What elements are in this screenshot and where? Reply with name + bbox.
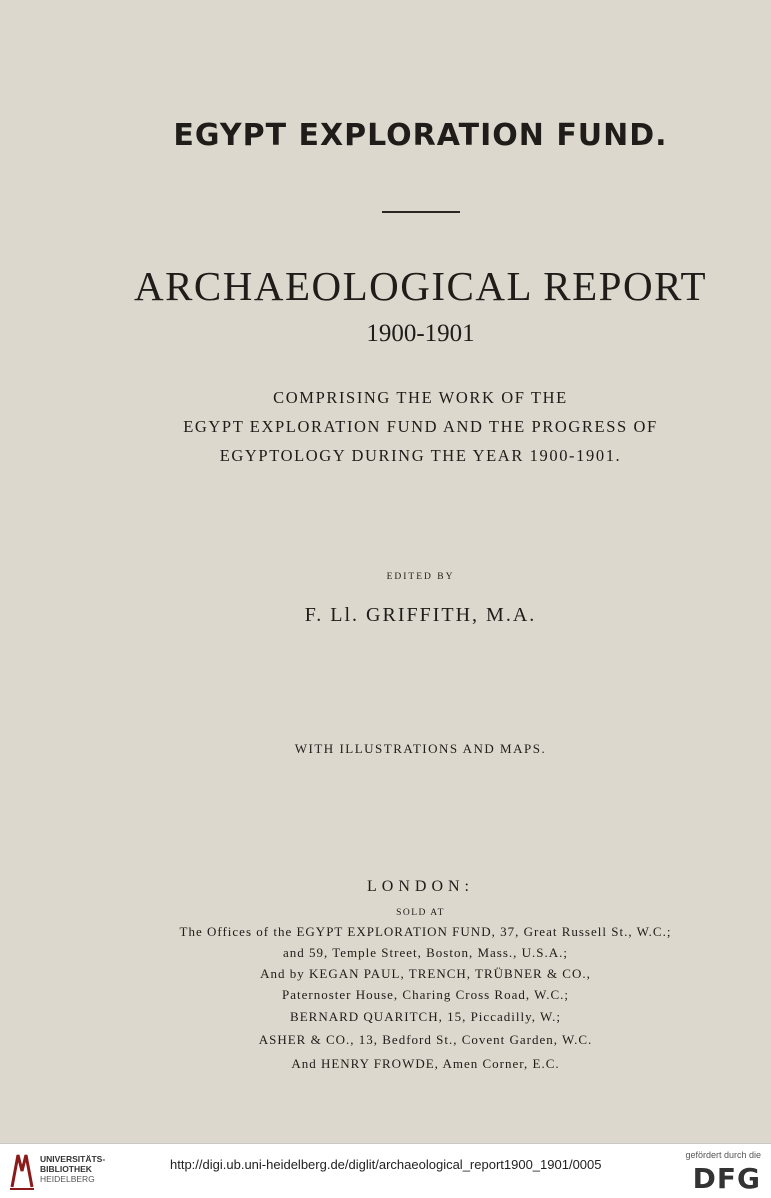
report-year: 1900-1901 bbox=[366, 320, 475, 347]
imprint-line: Paternoster House, Charing Cross Road, W.C.; bbox=[281, 987, 569, 1002]
viewer-footer bbox=[0, 1143, 771, 1198]
library-name bbox=[40, 1154, 105, 1184]
dfg-logo[interactable]: DFG bbox=[692, 1162, 761, 1195]
library-name-line: UNIVERSITÄTS- bbox=[40, 1154, 106, 1164]
report-title: ARCHAEOLOGICAL REPORT bbox=[133, 263, 708, 309]
imprint-line: The Offices of the EGYPT EXPLORATION FUND, 37, Great Russell St., W.C.; bbox=[179, 924, 672, 939]
funding-note: gefördert durch die bbox=[685, 1150, 761, 1160]
organization-heading: EGYPT EXPLORATION FUND. bbox=[173, 118, 668, 153]
page-url-link[interactable]: http://digi.ub.uni-heidelberg.de/diglit/archaeological_report1900_1901/0005 bbox=[170, 1157, 602, 1172]
subtitle-line-2: EGYPT EXPLORATION FUND AND THE PROGRESS OF bbox=[183, 417, 658, 436]
title-divider bbox=[382, 211, 460, 213]
imprint-line: And HENRY FROWDE, Amen Corner, E.C. bbox=[291, 1056, 560, 1071]
imprint-line: ASHER & CO., 13, Bedford St., Covent Garden, W.C. bbox=[258, 1032, 593, 1047]
sold-at-label: SOLD AT bbox=[396, 908, 445, 918]
edited-by-label: EDITED BY bbox=[386, 572, 455, 582]
imprint-line: and 59, Temple Street, Boston, Mass., U.S.A.; bbox=[282, 945, 569, 960]
imprint-city: LONDON: bbox=[367, 878, 474, 895]
imprint-line: And by KEGAN PAUL, TRENCH, TRÜBNER & CO., bbox=[260, 966, 591, 981]
library-name-line: BIBLIOTHEK bbox=[40, 1164, 92, 1174]
library-logo-icon[interactable] bbox=[8, 1151, 36, 1191]
editor-name: F. Ll. GRIFFITH, M.A. bbox=[304, 604, 537, 626]
library-name-line: HEIDELBERG bbox=[40, 1174, 95, 1184]
illustrations-note: WITH ILLUSTRATIONS AND MAPS. bbox=[294, 741, 547, 756]
imprint-line: BERNARD QUARITCH, 15, Piccadilly, W.; bbox=[290, 1009, 561, 1024]
subtitle-line-1: COMPRISING THE WORK OF THE bbox=[273, 388, 568, 407]
subtitle-line-3: EGYPTOLOGY DURING THE YEAR 1900-1901. bbox=[219, 446, 622, 465]
